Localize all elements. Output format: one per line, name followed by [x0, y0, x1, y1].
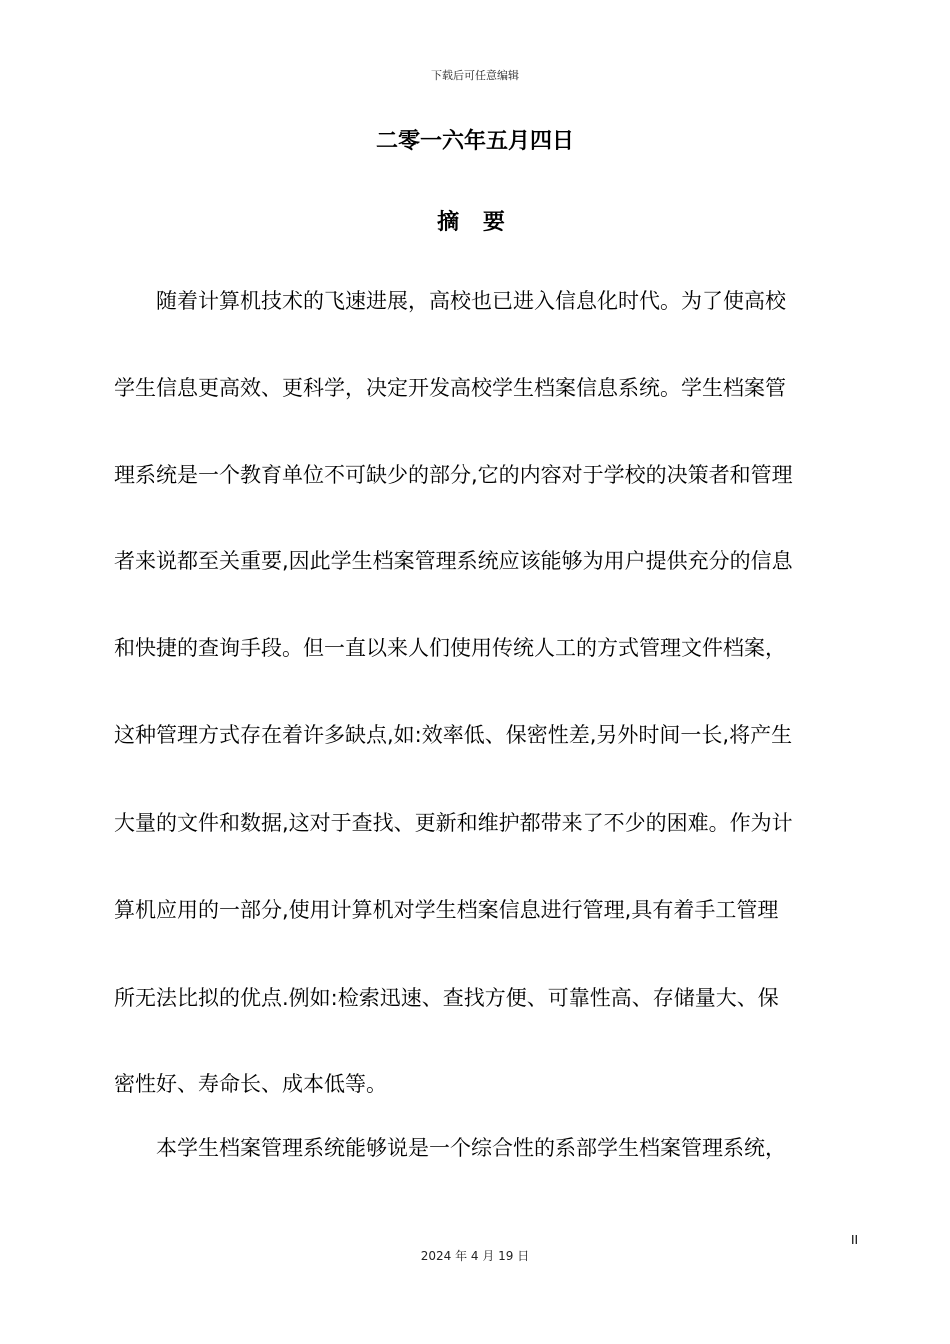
body-line: 密性好、寿命长、成本低等。: [114, 1072, 387, 1096]
body-line: 学生信息更高效、更科学，决定开发高校学生档案信息系统。学生档案管: [114, 376, 786, 400]
date-title: 二零一六年五月四日: [375, 129, 574, 154]
body-line: 所无法比拟的优点.例如:检索迅速、查找方便、可靠性高、存储量大、保: [114, 986, 779, 1010]
section-title: 摘 要: [437, 210, 513, 235]
body-line: 这种管理方式存在着许多缺点,如:效率低、保密性差,另外时间一长,将产生: [114, 723, 793, 747]
page-number: II: [851, 1233, 859, 1247]
body-line: 随着计算机技术的飞速进展，高校也已进入信息化时代。为了使高校: [114, 289, 786, 313]
body-line: 本学生档案管理系统能够说是一个综合性的系部学生档案管理系统，: [114, 1136, 786, 1160]
body-line: 算机应用的一部分,使用计算机对学生档案信息进行管理,具有着手工管理: [114, 898, 779, 922]
footer-date: 2024 年 4 月 19 日: [420, 1249, 530, 1263]
body-line: 者来说都至关重要,因此学生档案管理系统应该能够为用户提供充分的信息: [114, 549, 793, 573]
body-line: 理系统是一个教育单位不可缺少的部分,它的内容对于学校的决策者和管理: [114, 463, 793, 487]
header-note: 下载后可任意编辑: [431, 69, 519, 82]
body-line: 大量的文件和数据,这对于查找、更新和维护都带来了不少的困难。作为计: [114, 811, 793, 835]
body-line: 和快捷的查询手段。但一直以来人们使用传统人工的方式管理文件档案，: [114, 636, 786, 660]
